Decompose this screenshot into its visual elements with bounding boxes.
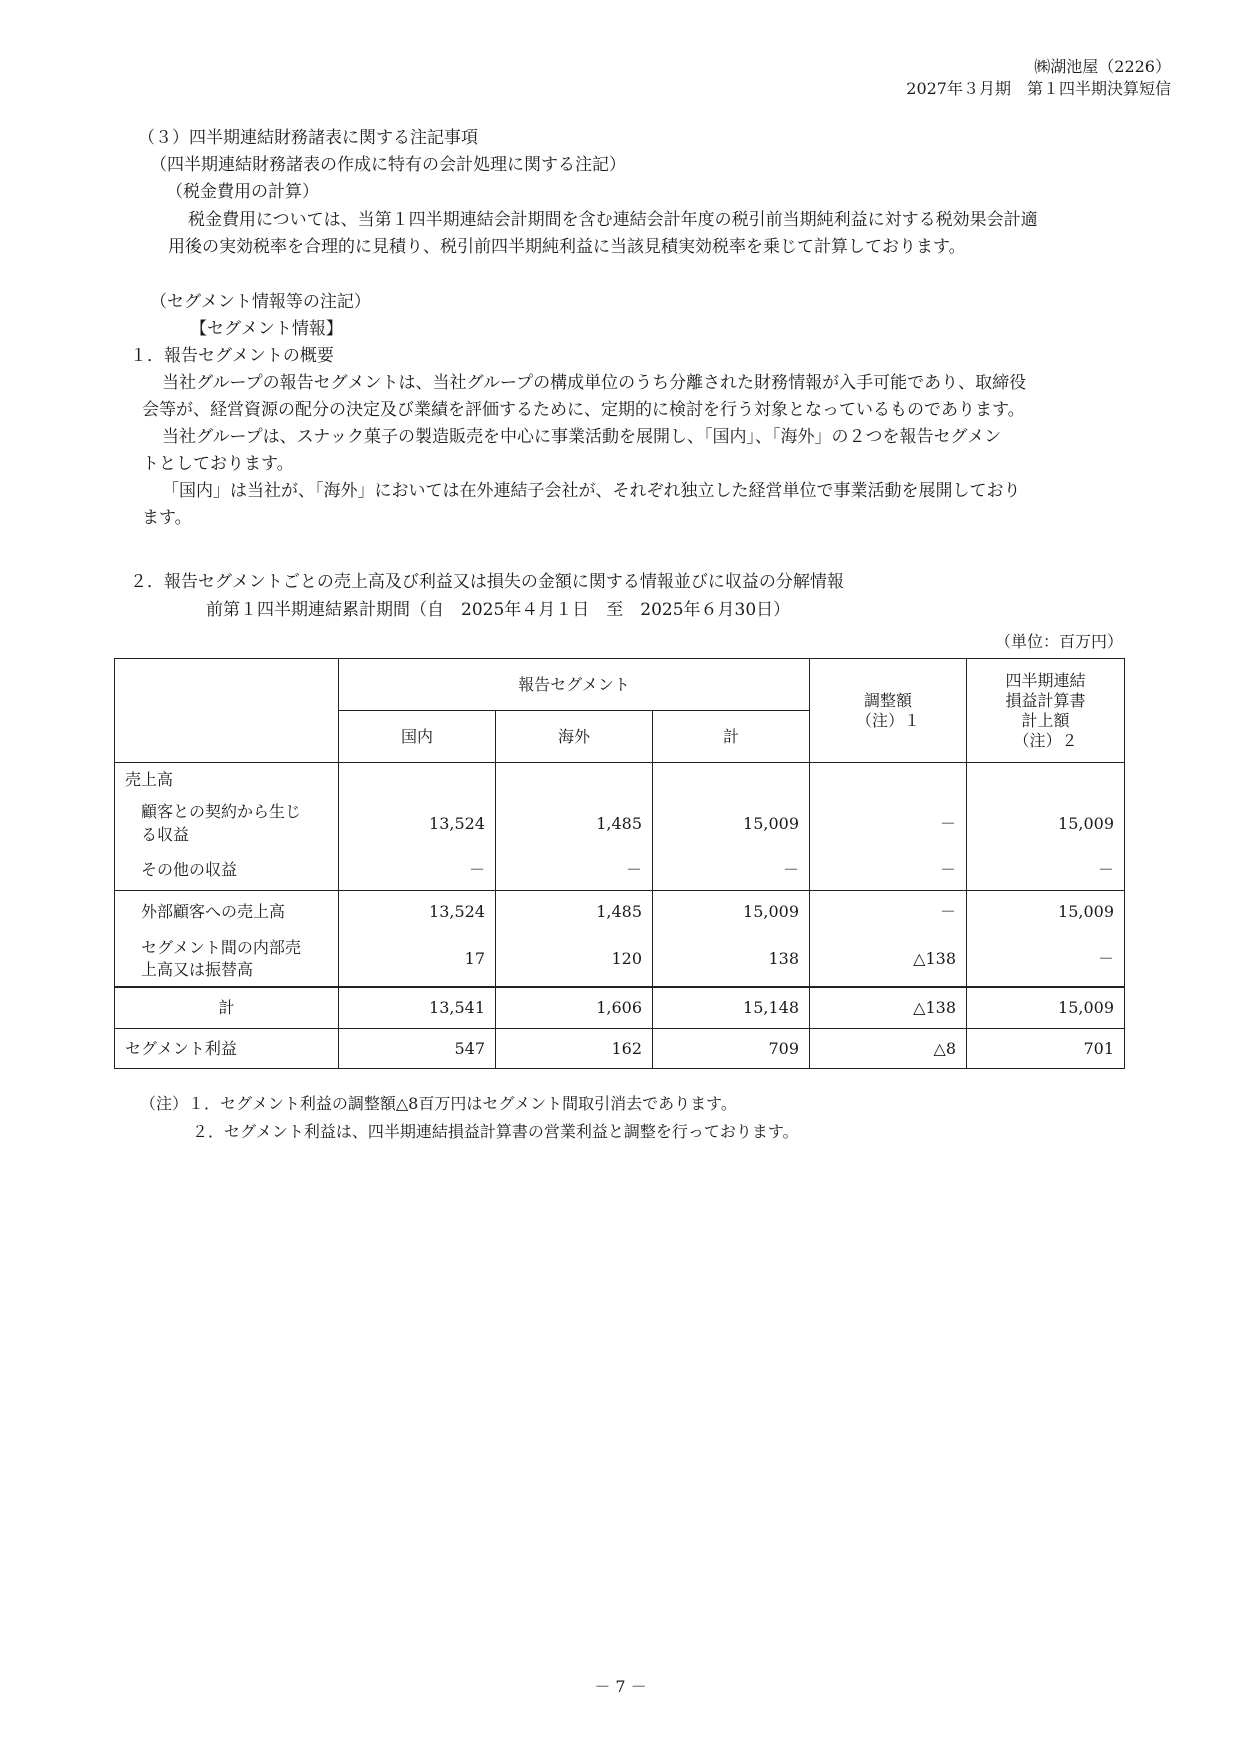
page-number: － 7 － [594,1677,647,1696]
header-reporting-segment: 報告セグメント [339,659,810,711]
note-1: （注）１．セグメント利益の調整額△8百万円はセグメント間取引消去であります。 [140,1094,737,1113]
segment-notes-heading: （セグメント情報等の注記） [150,292,371,312]
segment-sales-heading: ２．報告セグメントごとの売上高及び利益又は損失の金額に関する情報並びに収益の分解情報 [130,572,844,592]
section-title: （３）四半期連結財務諸表に関する注記事項 [138,128,478,148]
header-overseas: 海外 [496,711,653,763]
subsection-heading: （四半期連結財務諸表の作成に特有の会計処理に関する注記） [150,155,626,175]
table-row: 顧客との契約から生じ る収益 13,524 1,485 15,009 － 15,009 [115,797,1125,851]
header-domestic: 国内 [339,711,496,763]
table-row: 外部顧客への売上高 13,524 1,485 15,009 － 15,009 [115,891,1125,933]
overview-p3-line2: ます。 [142,508,192,528]
note-2: ２．セグメント利益は、四半期連結損益計算書の営業利益と調整を行っております。 [192,1122,799,1141]
unit-label: （単位：百万円） [994,632,1123,651]
row-label-segment-profit: セグメント利益 [115,1029,339,1069]
segment-table [114,658,1125,1069]
overview-p1-line2: 会等が、経営資源の配分の決定及び業績を評価するために、定期的に検討を行う対象となっているものであります。 [142,400,1025,420]
header-adjustment: 調整額 （注）１ [810,659,967,763]
tax-heading: （税金費用の計算） [166,182,319,202]
overview-p2-line1: 当社グループは、スナック菓子の製造販売を中心に事業活動を展開し、「国内」、「海外」の２つを報告セグメン [162,427,1002,447]
row-label-external-sales: 外部顧客への売上高 [115,891,339,933]
tax-text-line-1: 税金費用については、当第１四半期連結会計期間を含む連結会計年度の税引前当期純利益に対する税効果会計適 [188,210,1038,230]
table-row: その他の収益 － － － － － [115,851,1125,891]
report-period: 2027年３月期 第１四半期決算短信 [906,79,1171,99]
row-label-contract-revenue: 顧客との契約から生じ る収益 [115,797,339,851]
overview-p1-line1: 当社グループの報告セグメントは、当社グループの構成単位のうち分離された財務情報が入手可能であり、取締役 [162,373,1027,393]
table-row: セグメント間の内部売 上高又は振替高 17 120 138 △138 － [115,933,1125,987]
row-label-total: 計 [115,987,339,1029]
header-pl-amount: 四半期連結 損益計算書 計上額 （注）２ [967,659,1125,763]
overview-p3-line1: 「国内」は当社が、「海外」においては在外連結子会社が、それぞれ独立した経営単位で事業活動を展開しており [162,481,1021,501]
header-blank [115,659,339,763]
company-name: ㈱湖池屋（2226） [1034,57,1171,76]
table-row: 計 13,541 1,606 15,148 △138 15,009 [115,987,1125,1029]
table-row [115,763,1125,797]
document-header [906,56,1171,101]
segment-info-heading: 【セグメント情報】 [190,319,343,339]
row-label-internal-sales: セグメント間の内部売 上高又は振替高 [115,933,339,987]
period-label: 前第１四半期連結累計期間（自 2025年４月１日 至 2025年６月30日） [206,600,791,620]
header-total: 計 [653,711,810,763]
overview-p2-line2: トとしております。 [142,454,294,474]
tax-text-line-2: 用後の実効税率を合理的に見積り、税引前四半期純利益に当該見積実効税率を乗じて計算しております。 [168,237,966,257]
table-row: セグメント利益 547 162 709 △8 701 [115,1029,1125,1069]
row-label-sales: 売上高 [115,763,339,797]
overview-heading: １．報告セグメントの概要 [130,346,334,366]
row-label-other-revenue: その他の収益 [115,851,339,891]
